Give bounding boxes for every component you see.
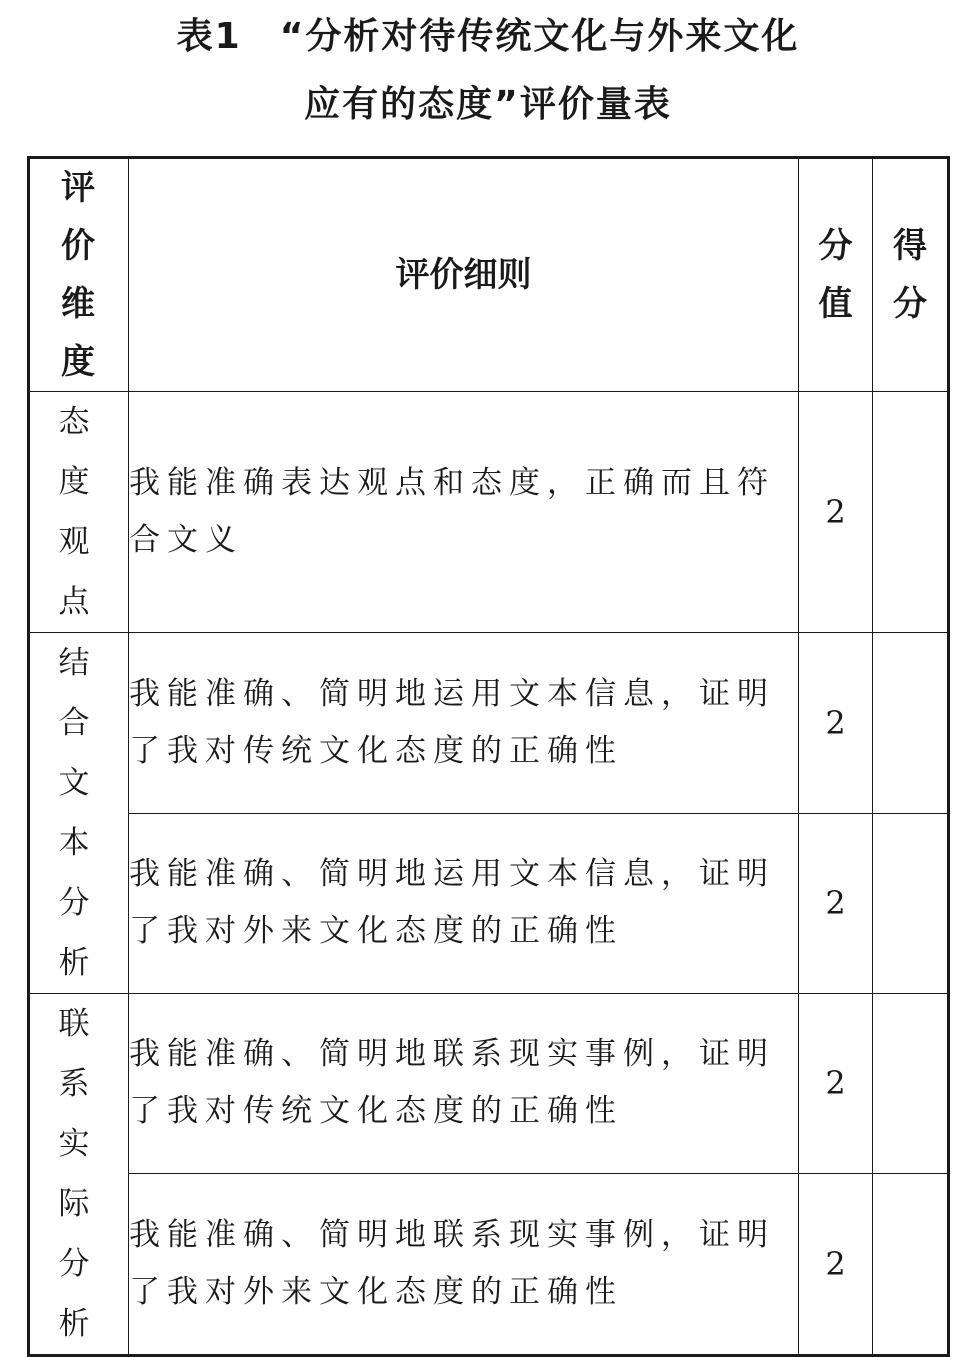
detail-text: 我能准确、简明地运用文本信息，证明了我对传统文化态度的正确性 — [129, 675, 775, 769]
header-detail-cell — [129, 158, 799, 392]
score-cell: 2 — [799, 994, 873, 1174]
dimension-cell — [29, 633, 129, 994]
table-row — [29, 813, 949, 994]
detail-cell — [129, 1173, 799, 1355]
score-cell: 2 — [799, 1173, 873, 1355]
table-title-line-2: 应有的态度”评价量表 — [304, 84, 672, 125]
header-score: 分值 — [818, 226, 853, 324]
dimension-cell — [29, 994, 129, 1356]
detail-cell — [129, 994, 799, 1174]
detail-text: 我能准确、简明地联系现实事例，证明了我对传统文化态度的正确性 — [129, 1036, 775, 1130]
dimension-cell — [29, 392, 129, 633]
table-row — [29, 994, 949, 1174]
header-score-cell — [799, 158, 873, 392]
table-row — [29, 1173, 949, 1355]
obtained-cell[interactable] — [873, 813, 949, 994]
header-obtained-cell — [873, 158, 949, 392]
header-dimension: 评价维度 — [61, 168, 97, 382]
obtained-cell[interactable] — [873, 633, 949, 814]
evaluation-rubric-table — [27, 156, 950, 1357]
detail-cell — [129, 392, 799, 633]
dimension-label: 态度观点 — [58, 404, 100, 620]
table-row — [29, 633, 949, 814]
header-detail: 评价细则 — [395, 255, 532, 295]
obtained-cell[interactable] — [873, 392, 949, 633]
score-cell: 2 — [799, 392, 873, 633]
detail-text: 我能准确表达观点和态度，正确而且符合文义 — [129, 465, 775, 558]
score-cell: 2 — [799, 633, 873, 814]
table-header-row — [29, 158, 949, 392]
table-row — [29, 392, 949, 633]
detail-cell — [129, 813, 799, 994]
header-dimension-cell — [29, 158, 129, 392]
detail-text: 我能准确、简明地运用文本信息，证明了我对外来文化态度的正确性 — [129, 856, 775, 950]
dimension-label: 联系实际分析 — [58, 1006, 100, 1342]
obtained-cell[interactable] — [873, 1173, 949, 1355]
table-title-line-1: 表1 “分析对待传统文化与外来文化 — [176, 16, 800, 57]
dimension-label: 结合文本分析 — [58, 645, 100, 981]
detail-cell — [129, 633, 799, 814]
obtained-cell[interactable] — [873, 994, 949, 1174]
score-cell: 2 — [799, 813, 873, 994]
header-obtained: 得分 — [893, 226, 927, 324]
detail-text: 我能准确、简明地联系现实事例，证明了我对外来文化态度的正确性 — [129, 1216, 775, 1310]
